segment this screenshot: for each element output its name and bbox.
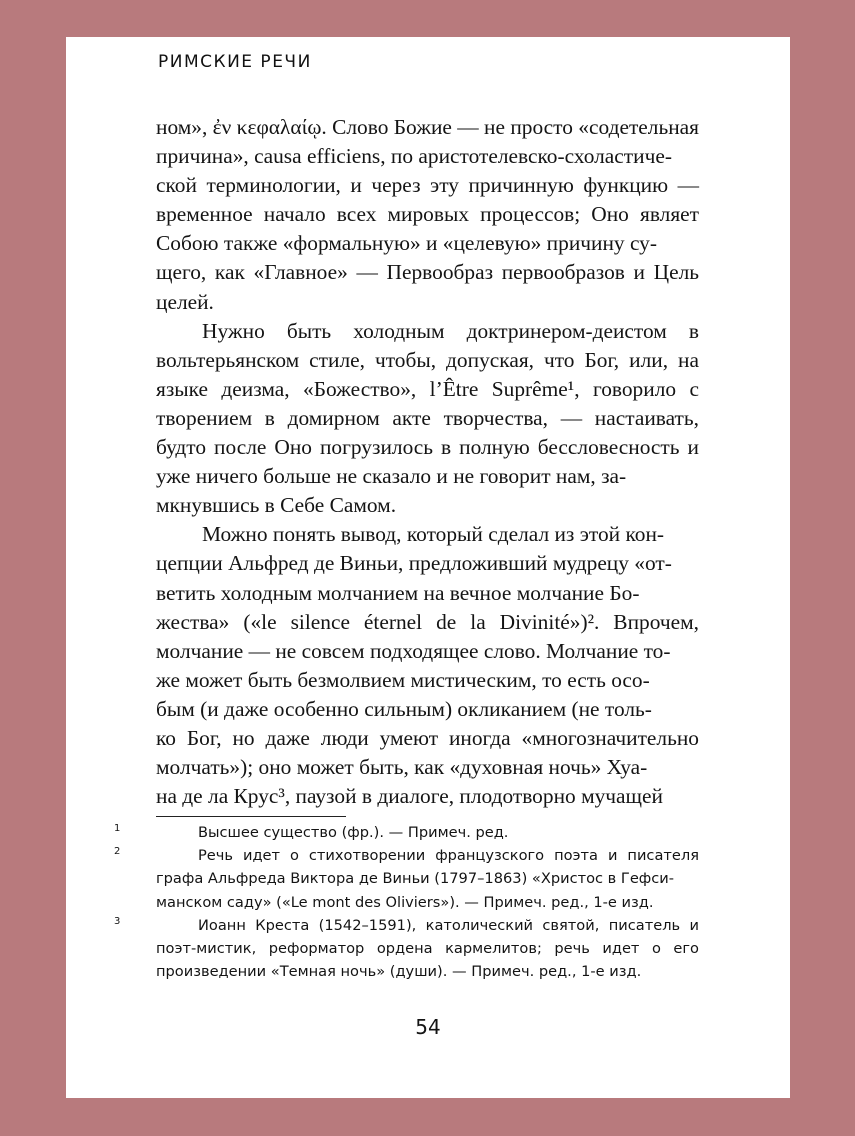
- text-line: щего, как «Главное» — Первообраз первообразов и Цель: [156, 260, 699, 285]
- footnote-3: [114, 914, 700, 984]
- footnote-line: Высшее существо (фр.). — Примеч. ред.: [198, 824, 509, 841]
- footnote-number: 2: [114, 846, 121, 858]
- text-line: бым (и даже особенно сильным) окликанием (не толь-: [156, 696, 652, 721]
- text-line: цепции Альфред де Виньи, предложивший мудрецу «от-: [156, 551, 672, 576]
- footnote-2: [114, 844, 699, 914]
- paragraph-1: [156, 113, 699, 317]
- text-line: временное начало всех мировых процессов; Оно являет: [156, 202, 699, 227]
- text-line: причина», causa efficiens, по аристотелевско-схоластиче-: [156, 144, 672, 169]
- body-text: [156, 113, 699, 811]
- paragraph-3: [156, 520, 699, 811]
- text-line: в вольтерьянском стиле, чтобы, допуская, что Бог, или,: [156, 318, 699, 372]
- text-line: молчать»); оно может быть, как «духовная ночь» Хуа-: [156, 755, 648, 780]
- footnote-1: [114, 821, 699, 844]
- text-line: Собою также «формальную» и «целевую» причину су-: [156, 231, 657, 256]
- text-line: ко Бог, но даже люди умеют иногда «многозначительно: [156, 725, 699, 750]
- footnote-line: графа Альфреда Виктора де Виньи (1797–1863) «Христос в Гефси-: [156, 870, 675, 888]
- text-line: целей.: [156, 289, 214, 314]
- text-line: Нужно быть холодным доктринером-деистом: [202, 318, 667, 343]
- footnote-line: и поэт-мистик, реформатор ордена кармелитов; речь идет о его: [156, 916, 700, 958]
- text-line: ской терминологии, и через эту причинную функцию —: [156, 173, 699, 198]
- text-line: жества» («le silence éternel de la Divinité»)². Впрочем,: [156, 609, 699, 634]
- text-line: будто после Оно погрузилось в полную бессловесность: [156, 435, 680, 460]
- text-line: молчание — не совсем подходящее слово. Молчание то-: [156, 638, 671, 663]
- page-number: 54: [415, 1015, 441, 1039]
- text-line: же может быть безмолвием мистическим, то есть осо-: [156, 667, 650, 692]
- text-line: ном», ἐν κεφαλαίῳ. Слово Божие — не просто «содетельная: [156, 115, 699, 139]
- text-line: мкнувшись в Себе Самом.: [156, 493, 397, 518]
- paragraph-2: [156, 317, 699, 521]
- text-line: ветить холодным молчанием на вечное молчание Бо-: [156, 580, 640, 605]
- footnote-number: 1: [114, 823, 121, 834]
- text-line: с творением в домирном акте творчества, — настаивать,: [156, 376, 699, 430]
- footnote-line: Иоанн Креста (1542–1591), католический святой, писатель: [198, 916, 681, 934]
- running-head: РИМСКИЕ РЕЧИ: [158, 52, 312, 72]
- footnote-separator: [156, 816, 346, 817]
- book-page: [66, 37, 790, 1098]
- footnote-line: произведении «Темная ночь» (души). — Примеч. ред., 1-е изд.: [156, 963, 642, 981]
- footnote-line: Речь идет о стихотворении французского поэта и писателя: [198, 847, 699, 865]
- footnotes: [114, 821, 700, 983]
- text-line: и уже ничего больше не сказало и не говорит нам, за-: [156, 435, 699, 489]
- text-line: на де ла Крус³, паузой в диалоге, плодотворно мучащей: [156, 784, 663, 809]
- text-line: Можно понять вывод, который сделал из этой кон-: [202, 522, 665, 547]
- text-line: на языке деизма, «Божество», l’Être Suprême¹, говорило: [156, 347, 699, 401]
- footnote-number: 3: [114, 915, 121, 927]
- footnote-line: манском саду» («Le mont des Oliviers»). — Примеч. ред., 1-е изд.: [156, 893, 654, 911]
